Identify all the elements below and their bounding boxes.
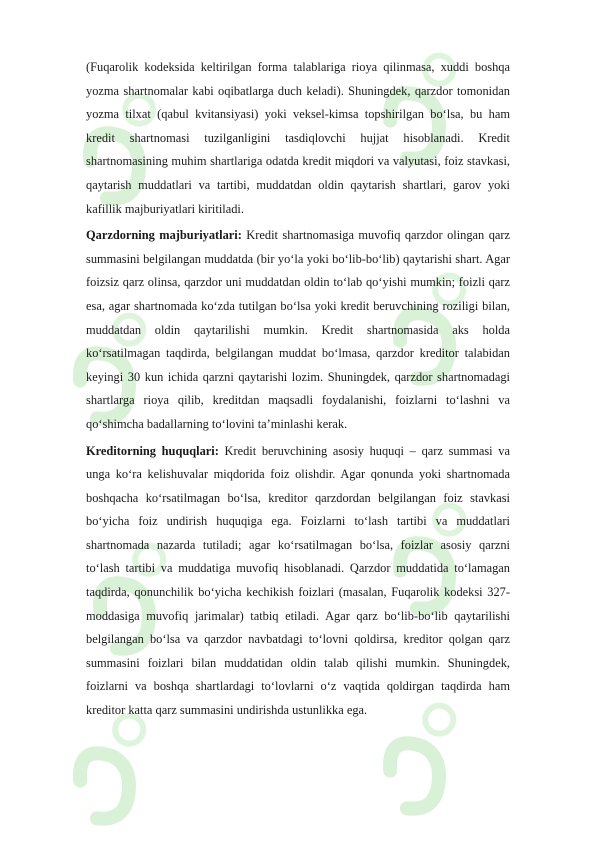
document-body <box>86 56 510 726</box>
paragraph-3 <box>86 440 510 723</box>
paragraph-2-text: Kredit shartnomasiga muvofiq qarzdor olingan qarz summasini belgilangan muddatda (bir yo‘la yoki bo‘lib-bo‘lib) qaytarishi shart. Agar foizsiz qarz olinsa, qarzdor uni muddatdan oldin to‘lab qo‘yishi mumkin; foizli qarz esa, agar shartnomada ko‘zda tutilgan bo‘lsa yoki kredit beruvchining roziligi bilan, muddatdan oldin qaytarilishi mumkin. Kredit shartnomasida aks holda ko‘rsatilmagan taqdirda, belgilangan muddat bo‘lmasa, qarzdor kreditor talabidan keyingi 30 kun ichida qarzni qaytarishi lozim. Shuningdek, qarzdor shartnomadagi shartlarga rioya qilib, kreditdan maqsadli foydalanishi, foizlarni to‘lashni va qo‘shimcha badallarning to‘lovini ta’minlashi kerak. <box>86 228 511 431</box>
paragraph-1 <box>86 56 510 221</box>
paragraph-2 <box>86 224 510 436</box>
watermark-mark <box>58 710 178 826</box>
paragraph-3-text: Kredit beruvchining asosiy huquqi – qarz summasi va unga ko‘ra kelishuvalar miqdorida foiz olishdir. Agar qonunda yoki shartnomada boshqacha ko‘rsatilmagan bo‘lsa, kreditor qarzdordan belgilangan foiz stavkasi bo‘yicha foiz undirish huquqiga ega. Foizlarni to‘lash tartibi va muddatlari shartnomada nazarda tutiladi; agar ko‘rsatilmagan bo‘lsa, foizlar asosiy qarzni to‘lash tartibi va muddatiga muvofiq hisoblanadi. Qarzdor muddatida to‘lamagan taqdirda, qonunchilik bo‘yicha kechikish foizlari (masalan, Fuqarolik kodeksi 327-moddasiga muvofiq jarimalar) tatbiq etiladi. Agar qarz bo‘lib-bo‘lib qaytarilishi belgilangan bo‘lsa va qarzdor navbatdagi to‘lovni qoldirsa, kreditor qolgan qarz summasini foizlari bilan muddatidan oldin talab qilishi mumkin. Shuningdek, foizlarni va boshqa shartlardagi to‘lovlarni o‘z vaqtida qoldirgan taqdirda ham kreditor katta qarz summasini undirishda ustunlikka ega. <box>86 443 511 718</box>
paragraph-1-text: (Fuqarolik kodeksida keltirilgan forma talablariga rioya qilinmasa, xuddi boshqa yozma shartnomalar kabi oqibatlarga duch keladi). Shuningdek, qarzdor tomonidan yozma tilxat (qabul kvitansiyasi) yoki veksel-kimsa topshirilgan bo‘lsa, bu ham kredit shartnomasi tuzilganligini tasdiqlovchi hujjat hisoblanadi. Kredit shartnomasining muhim shartlariga odatda kredit miqdori va valyutasi, foiz stavkasi, qaytarish muddatlari va tartibi, muddatdan oldin qaytarish shartlari, garov yoki kafillik majburiyatlari kiritiladi. <box>86 60 510 216</box>
paragraph-3-lead: Kreditorning huquqlari: <box>86 443 219 458</box>
paragraph-2-lead: Qarzdorning majburiyatlari: <box>86 228 242 243</box>
